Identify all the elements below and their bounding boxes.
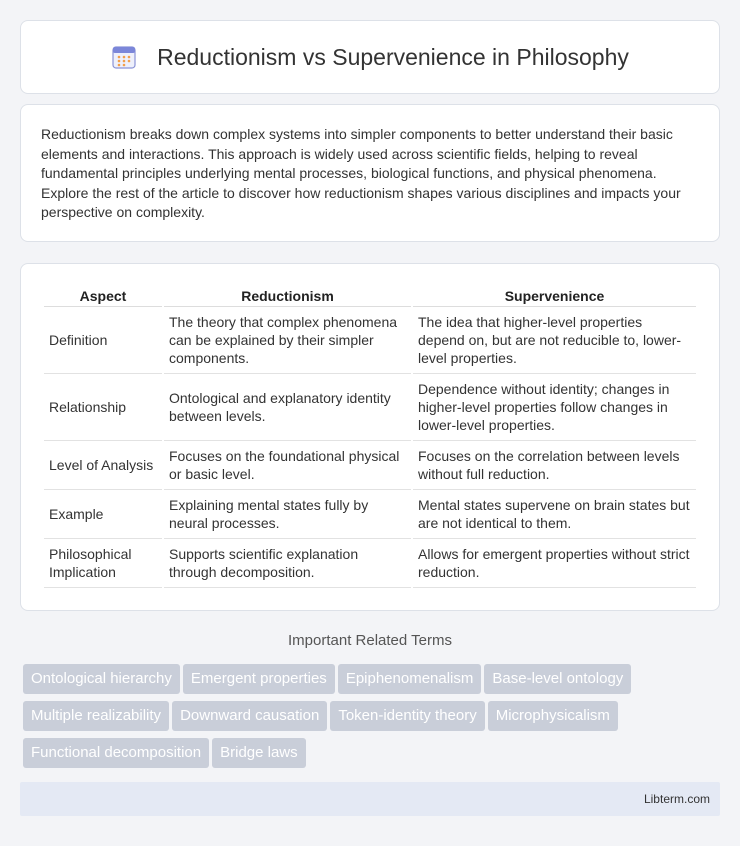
related-term-tag[interactable]: Functional decomposition [23, 738, 209, 768]
table-row [44, 539, 696, 588]
table-row [44, 441, 696, 490]
related-term-tag[interactable]: Downward causation [172, 701, 327, 731]
related-term-tag[interactable]: Token-identity theory [330, 701, 484, 731]
cell-reductionism: The theory that complex phenomena can be explained by their simpler components. [164, 307, 411, 374]
cell-supervenience: The idea that higher-level properties depend on, but are not reducible to, lower-level properties. [413, 307, 696, 374]
comparison-table-card [20, 263, 720, 611]
related-term-tag[interactable]: Microphysicalism [488, 701, 618, 731]
related-term-tag[interactable]: Multiple realizability [23, 701, 169, 731]
intro-card [20, 104, 720, 242]
calendar-icon [111, 44, 137, 70]
header-aspect: Aspect [44, 284, 162, 307]
related-term-tag[interactable]: Emergent properties [183, 664, 335, 694]
table-row [44, 374, 696, 441]
cell-supervenience: Mental states supervene on brain states but are not identical to them. [413, 490, 696, 539]
related-term-tag[interactable]: Epiphenomenalism [338, 664, 482, 694]
footer-site-link[interactable]: Libterm.com [643, 792, 710, 806]
intro-text: Reductionism breaks down complex systems into simpler components to better understand their basic elements and interactions. This approach is widely used across scientific fields, helping to reveal fundamental principles underlying mental processes, biological functions, and physical phenomena. Explore the rest of the article to discover how reductionism shapes various disciplines and impacts your perspective on complexity. [41, 126, 681, 220]
title-card [20, 20, 720, 94]
cell-aspect: Level of Analysis [44, 441, 162, 490]
comparison-table [42, 284, 698, 588]
table-row [44, 307, 696, 374]
related-term-tag[interactable]: Ontological hierarchy [23, 664, 180, 694]
cell-supervenience: Allows for emergent properties without strict reduction. [413, 539, 696, 588]
related-terms-title: Important Related Terms [288, 632, 452, 649]
cell-reductionism: Explaining mental states fully by neural processes. [164, 490, 411, 539]
cell-aspect: Example [44, 490, 162, 539]
related-term-tag[interactable]: Base-level ontology [484, 664, 631, 694]
cell-supervenience: Dependence without identity; changes in higher-level properties follow changes in lower-level properties. [413, 374, 696, 441]
cell-aspect: Philosophical Implication [44, 539, 162, 588]
related-terms-list [23, 664, 723, 775]
header-supervenience: Supervenience [413, 284, 696, 307]
cell-reductionism: Supports scientific explanation through decomposition. [164, 539, 411, 588]
related-term-tag[interactable]: Bridge laws [212, 738, 306, 768]
cell-aspect: Relationship [44, 374, 162, 441]
cell-supervenience: Focuses on the correlation between levels without full reduction. [413, 441, 696, 490]
table-row [44, 490, 696, 539]
cell-reductionism: Ontological and explanatory identity between levels. [164, 374, 411, 441]
cell-reductionism: Focuses on the foundational physical or basic level. [164, 441, 411, 490]
header-reductionism: Reductionism [164, 284, 411, 307]
cell-aspect: Definition [44, 307, 162, 374]
page-title: Reductionism vs Supervenience in Philosophy [157, 43, 629, 70]
table-header-row [44, 284, 696, 307]
footer [20, 782, 720, 816]
